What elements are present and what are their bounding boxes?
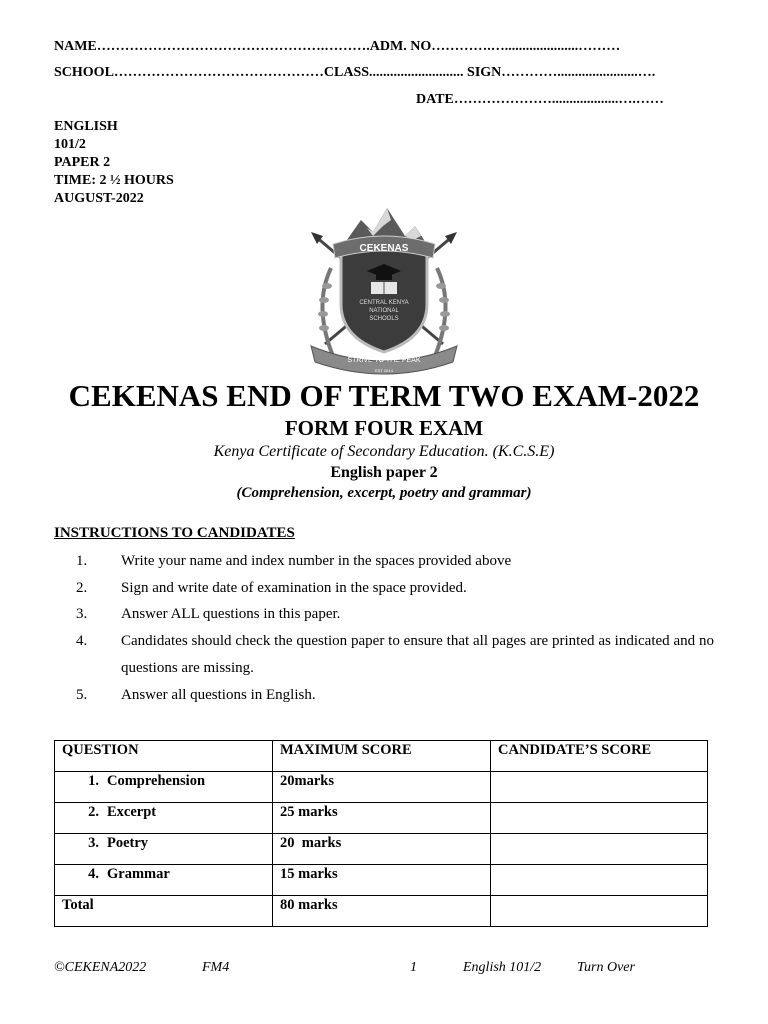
instruction-item bbox=[54, 575, 714, 602]
max-score-cell: 15 marks bbox=[273, 865, 491, 896]
paper-subtitle: English paper 2 bbox=[330, 464, 438, 481]
max-score-cell: 20marks bbox=[273, 772, 491, 803]
instruction-item bbox=[54, 548, 714, 575]
exam-title: CEKENAS END OF TERM TWO EXAM-2022 bbox=[68, 378, 700, 413]
question-cell bbox=[55, 772, 273, 803]
name-adm-line: NAME………………………………………….……….ADM. NO………….….....................……… bbox=[54, 39, 621, 54]
paper-number: PAPER 2 bbox=[54, 155, 111, 170]
footer-subject: English 101/2 bbox=[463, 960, 542, 975]
table-header-row bbox=[55, 741, 708, 772]
table-row bbox=[55, 865, 708, 896]
form-title: FORM FOUR EXAM bbox=[284, 416, 484, 440]
table-total-row bbox=[55, 896, 708, 927]
question-name: Grammar bbox=[107, 866, 170, 882]
question-name: Poetry bbox=[107, 835, 149, 851]
exam-date: AUGUST-2022 bbox=[54, 191, 144, 206]
question-number: 4. bbox=[88, 866, 99, 882]
instruction-number: 2. bbox=[76, 579, 88, 596]
svg-text:NATIONAL: NATIONAL bbox=[369, 308, 399, 314]
instruction-text: Answer ALL questions in this paper. bbox=[121, 606, 341, 623]
score-table bbox=[54, 740, 708, 927]
question-cell bbox=[55, 803, 273, 834]
paper-code: 101/2 bbox=[54, 137, 86, 152]
candidate-score-cell[interactable] bbox=[491, 865, 708, 896]
instruction-number: 4. bbox=[76, 633, 88, 650]
instructions-heading: INSTRUCTIONS TO CANDIDATES bbox=[54, 525, 295, 541]
total-max-score: 80 marks bbox=[273, 896, 491, 927]
question-cell bbox=[55, 865, 273, 896]
instruction-item bbox=[54, 601, 714, 628]
subject-label: ENGLISH bbox=[54, 119, 118, 134]
instruction-text: Write your name and index number in the spaces provided above bbox=[121, 553, 512, 569]
instruction-number: 5. bbox=[76, 686, 88, 703]
max-score-cell: 25 marks bbox=[273, 803, 491, 834]
candidate-score-cell[interactable] bbox=[491, 834, 708, 865]
kcse-subtitle: Kenya Certificate of Secondary Education. (K.C.S.E) bbox=[213, 443, 555, 460]
paper-scope: (Comprehension, excerpt, poetry and grammar) bbox=[236, 485, 532, 501]
footer-page-number: 1 bbox=[410, 960, 417, 975]
table-row bbox=[55, 772, 708, 803]
question-number: 2. bbox=[88, 804, 99, 820]
candidate-score-cell[interactable] bbox=[491, 772, 708, 803]
cekenas-logo bbox=[303, 206, 465, 378]
instruction-number: 1. bbox=[76, 553, 88, 569]
footer-copyright: ©CEKENA2022 bbox=[54, 960, 147, 975]
svg-text:EST 2014: EST 2014 bbox=[375, 368, 393, 373]
time-allowed: TIME: 2 ½ HOURS bbox=[54, 173, 174, 188]
question-name: Excerpt bbox=[107, 804, 157, 820]
table-row bbox=[55, 834, 708, 865]
question-number: 3. bbox=[88, 835, 99, 851]
footer-turn-over: Turn Over bbox=[577, 960, 635, 975]
school-class-sign-line: SCHOOL………………………………………CLASS........................... SIGN………….......................…. bbox=[54, 65, 656, 80]
instruction-item bbox=[54, 628, 714, 681]
header-max-score: MAXIMUM SCORE bbox=[273, 741, 491, 772]
instruction-number: 3. bbox=[76, 606, 88, 623]
svg-text:STRIVE TO THE PEAK: STRIVE TO THE PEAK bbox=[347, 357, 421, 364]
header-candidate-score: CANDIDATE’S SCORE bbox=[491, 741, 708, 772]
svg-text:CENTRAL KENYA: CENTRAL KENYA bbox=[359, 300, 409, 306]
instruction-text: Sign and write date of examination in the space provided. bbox=[121, 579, 467, 596]
max-score-cell: 20 marks bbox=[273, 834, 491, 865]
total-label: Total bbox=[55, 896, 273, 927]
question-number: 1. bbox=[88, 773, 99, 789]
instruction-text: Answer all questions in English. bbox=[121, 686, 316, 703]
total-candidate-score[interactable] bbox=[491, 896, 708, 927]
instruction-item bbox=[54, 682, 714, 709]
date-line: DATE…………………...................….…… bbox=[416, 92, 664, 107]
table-row bbox=[55, 803, 708, 834]
question-name: Comprehension bbox=[107, 773, 206, 789]
header-question: QUESTION bbox=[55, 741, 273, 772]
instruction-text: Candidates should check the question paper to ensure that all pages are printed as indicated and no questions are missing. bbox=[121, 633, 714, 676]
question-cell bbox=[55, 834, 273, 865]
candidate-score-cell[interactable] bbox=[491, 803, 708, 834]
footer-form: FM4 bbox=[202, 960, 230, 975]
svg-text:CEKENAS: CEKENAS bbox=[359, 243, 409, 254]
instructions-list bbox=[54, 548, 714, 708]
svg-text:SCHOOLS: SCHOOLS bbox=[369, 316, 399, 322]
paper-meta bbox=[54, 118, 174, 208]
